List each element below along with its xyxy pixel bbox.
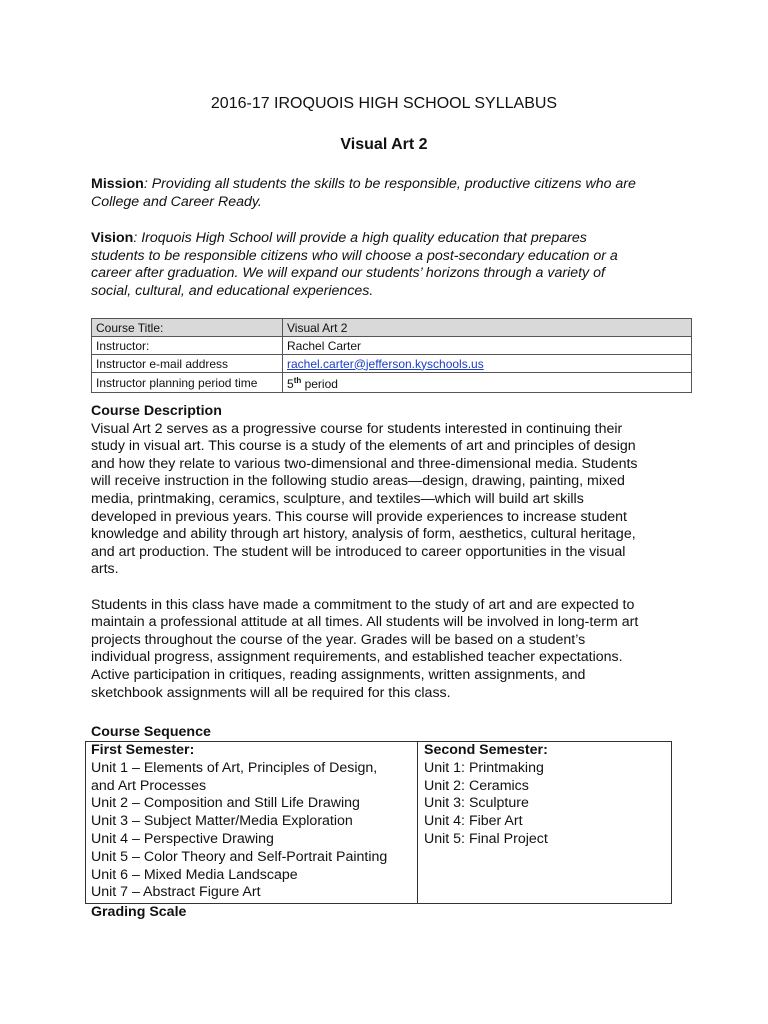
paragraph-line: will receive instruction in the following studio areas—design, drawing, painting, mixed <box>91 473 625 490</box>
course-description-section <box>91 403 681 702</box>
first-semester-unit: and Art Processes <box>91 777 207 794</box>
table-row <box>92 337 692 355</box>
course-name-heading: Visual Art 2 <box>340 136 428 153</box>
first-semester-unit: Unit 4 – Perspective Drawing <box>91 830 274 847</box>
vision-text-line: : Iroquois High School will provide a high quality education that prepares <box>133 230 587 246</box>
paragraph-line: Students in this class have made a commitment to the study of art and are expected to <box>91 596 635 613</box>
paragraph-line: developed in previous years. This course will provide experiences to increase student <box>91 508 628 525</box>
document-title: 2016-17 IROQUOIS HIGH SCHOOL SYLLABUS <box>210 95 558 112</box>
first-semester-heading: First Semester: <box>91 742 195 758</box>
paragraph-line: and how they relate to various two-dimensional and three-dimensional media. Students <box>91 455 638 472</box>
paragraph-line: arts. <box>91 561 119 578</box>
course-description-paragraph <box>91 597 681 703</box>
course-title-value: Visual Art 2 <box>283 319 692 337</box>
paragraph-line: and art production. The student will be introduced to career opportunities in the visual <box>91 543 626 560</box>
second-semester-unit: Unit 3: Sculpture <box>424 795 529 812</box>
second-semester-column <box>424 742 664 849</box>
mission-statement <box>91 176 681 211</box>
vision-text-line: career after graduation. We will expand our students’ horizons through a variety of <box>91 265 605 282</box>
column-divider <box>417 742 418 903</box>
vision-statement <box>91 230 681 300</box>
table-row <box>92 373 692 393</box>
second-semester-unit: Unit 5: Final Project <box>424 830 548 847</box>
vision-text-line: social, cultural, and educational experiences. <box>91 282 374 299</box>
first-semester-unit: Unit 2 – Composition and Still Life Drawing <box>91 795 360 812</box>
course-info-table <box>91 318 692 393</box>
mission-text-line: : Providing all students the skills to be responsible, productive citizens who are <box>143 176 636 192</box>
instructor-value: Rachel Carter <box>283 337 692 355</box>
first-semester-unit: Unit 6 – Mixed Media Landscape <box>91 866 298 883</box>
first-semester-unit: Unit 1 – Elements of Art, Principles of Design, <box>91 759 378 776</box>
mission-text-line: College and Career Ready. <box>91 193 262 210</box>
planning-period-value: 5th period <box>283 373 692 393</box>
grading-scale-heading: Grading Scale <box>91 904 187 920</box>
first-semester-unit: Unit 7 – Abstract Figure Art <box>91 884 261 901</box>
course-sequence-table <box>85 741 672 904</box>
paragraph-line: projects throughout the course of the year. Grades will be based on a student’s <box>91 631 586 648</box>
course-description-paragraph <box>91 421 681 579</box>
vision-label: Vision <box>91 230 134 246</box>
second-semester-unit: Unit 2: Ceramics <box>424 777 529 794</box>
paragraph-line: Active participation in critiques, reading assignments, written assignments, and <box>91 666 586 683</box>
paragraph-line: study in visual art. This course is a study of the elements of art and principles of design <box>91 438 636 455</box>
second-semester-heading: Second Semester: <box>424 742 548 758</box>
vision-text-line: students to be responsible citizens who will choose a post-secondary education or a <box>91 247 618 264</box>
first-semester-unit: Unit 3 – Subject Matter/Media Exploration <box>91 813 353 830</box>
paragraph-line: individual progress, assignment requirements, and established teacher expectations. <box>91 649 623 666</box>
course-description-heading: Course Description <box>91 403 222 419</box>
table-row <box>92 319 692 337</box>
instructor-label: Instructor: <box>92 337 283 355</box>
course-sequence-heading: Course Sequence <box>91 724 211 740</box>
paragraph-line: sketchbook assignments will all be required for this class. <box>91 684 451 701</box>
mission-label: Mission <box>91 176 144 192</box>
paragraph-line: maintain a professional attitude at all times. All students will be involved in long-term art <box>91 614 639 631</box>
second-semester-unit: Unit 1: Printmaking <box>424 759 544 776</box>
second-semester-unit: Unit 4: Fiber Art <box>424 813 523 830</box>
paragraph-line: knowledge and ability through art history, analysis of form, aesthetics, cultural heritage, <box>91 526 636 543</box>
planning-period-label: Instructor planning period time <box>92 373 283 393</box>
instructor-email-link[interactable]: rachel.carter@jefferson.kyschools.us <box>287 356 484 371</box>
paragraph-line: Visual Art 2 serves as a progressive course for students interested in continuing their <box>91 420 623 437</box>
email-label: Instructor e-mail address <box>92 355 283 373</box>
first-semester-column <box>91 742 413 902</box>
table-row <box>92 355 692 373</box>
paragraph-line: media, printmaking, ceramics, sculpture, and textiles—which will build art skills <box>91 490 584 507</box>
first-semester-unit: Unit 5 – Color Theory and Self-Portrait Painting <box>91 848 388 865</box>
course-title-label: Course Title: <box>92 319 283 337</box>
